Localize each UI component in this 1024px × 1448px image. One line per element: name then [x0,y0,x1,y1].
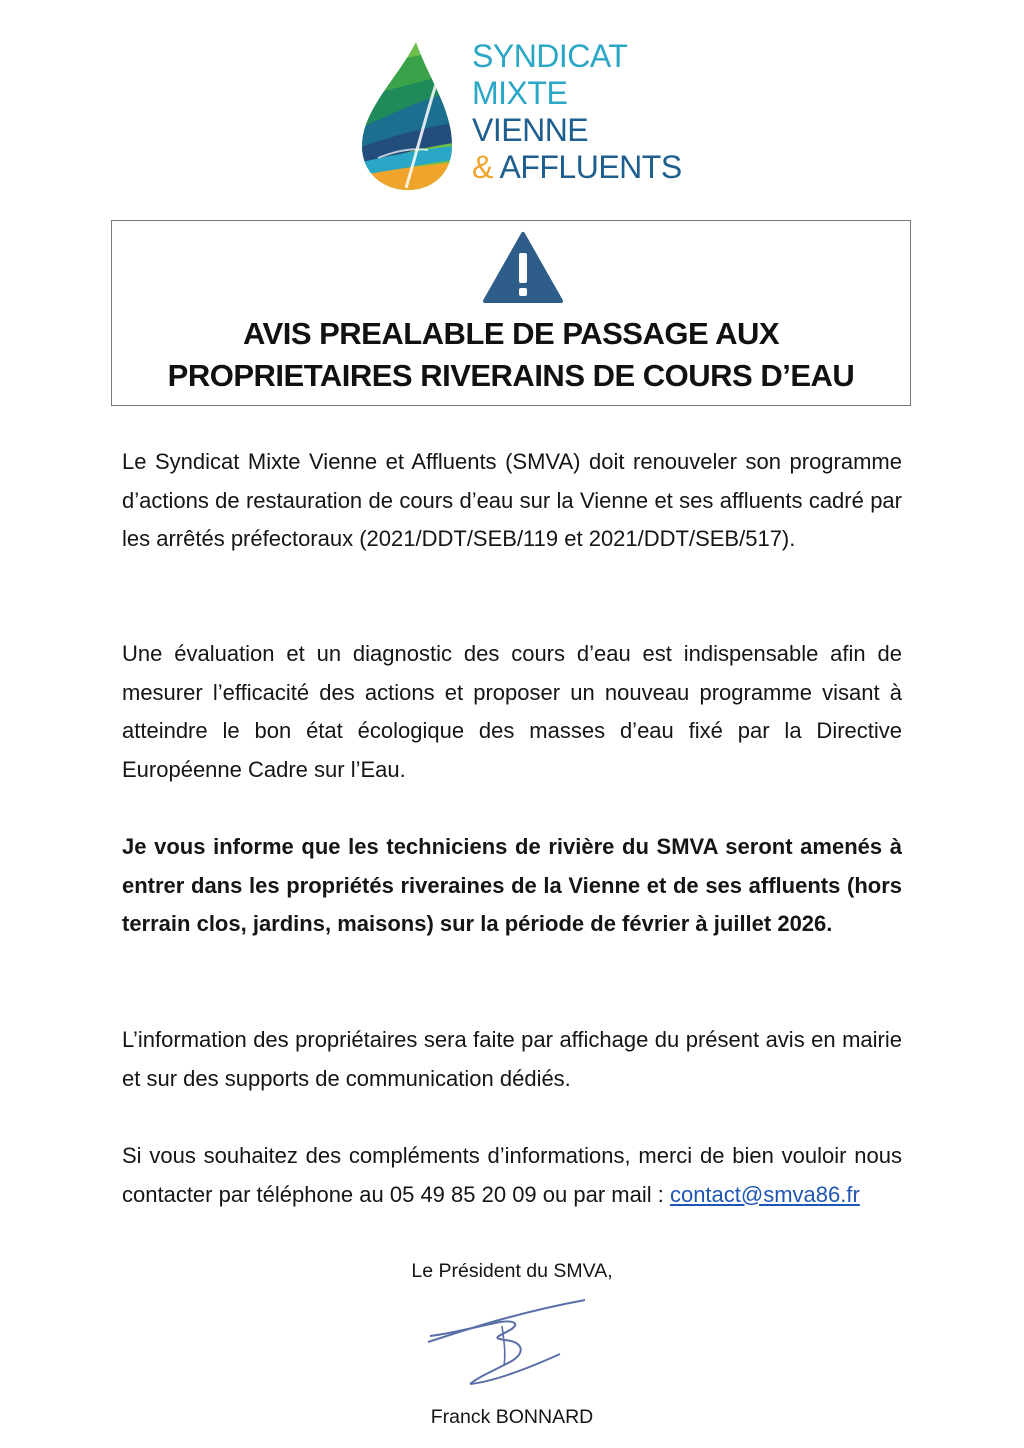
smva-logo [358,38,698,198]
logo-line-mixte: MIXTE [472,75,568,111]
logo-affluents-word: AFFLUENTS [499,149,682,185]
contact-text: Si vous souhaitez des compléments d’informations, merci de bien vouloir nous contacter par téléphone au 05 49 85 20 09 ou par mail : [122,1143,902,1207]
logo-ampersand: & [472,149,493,185]
water-drop-logo-icon [358,38,454,193]
contact-email-link[interactable]: contact@smva86.fr [669,1181,860,1207]
paragraph-owner-information: L’information des propriétaires sera faite par affichage du présent avis en mairie et sur des supports de communication dédiés. [122,1027,902,1091]
logo-line-syndicat: SYNDICAT [472,38,628,74]
signatory-title: Le Président du SMVA, [411,1260,613,1282]
notice-title-line-1: AVIS PREALABLE DE PASSAGE AUX [242,316,780,351]
logo-line-affluents [472,149,682,186]
paragraph-program-renewal: Le Syndicat Mixte Vienne et Affluents (SMVA) doit renouveler son programme d’actions de restauration de cours d’eau sur la Vienne et ses affluents cadré par les arrêtés préfectoraux (2021/DDT/SEB/119 et 2021/DDT/SEB/517). [122,449,902,551]
logo-line-vienne: VIENNE [472,112,589,148]
paragraph-evaluation: Une évaluation et un diagnostic des cours d’eau est indispensable afin de mesurer l’efficacité des actions et proposer un nouveau programme visant à atteindre le bon état écologique des masses d’eau fixé par la Directive Européenne Cadre sur l’Eau. [122,641,902,782]
logo-wordmark [472,38,682,186]
paragraph-contact [122,1137,902,1214]
notice-title-box [111,220,911,406]
notice-title [112,313,910,397]
signatory-name: Franck BONNARD [430,1406,594,1428]
warning-triangle-icon [482,231,564,305]
notice-title-line-2: PROPRIETAIRES RIVERAINS DE COURS D’EAU [167,358,855,393]
paragraph-technician-access: Je vous informe que les techniciens de rivière du SMVA seront amenés à entrer dans les propriétés riveraines de la Vienne et de ses affluents (hors terrain clos, jardins, maisons) sur la période de février à juillet 2026. [122,834,902,936]
handwritten-signature [420,1292,595,1392]
